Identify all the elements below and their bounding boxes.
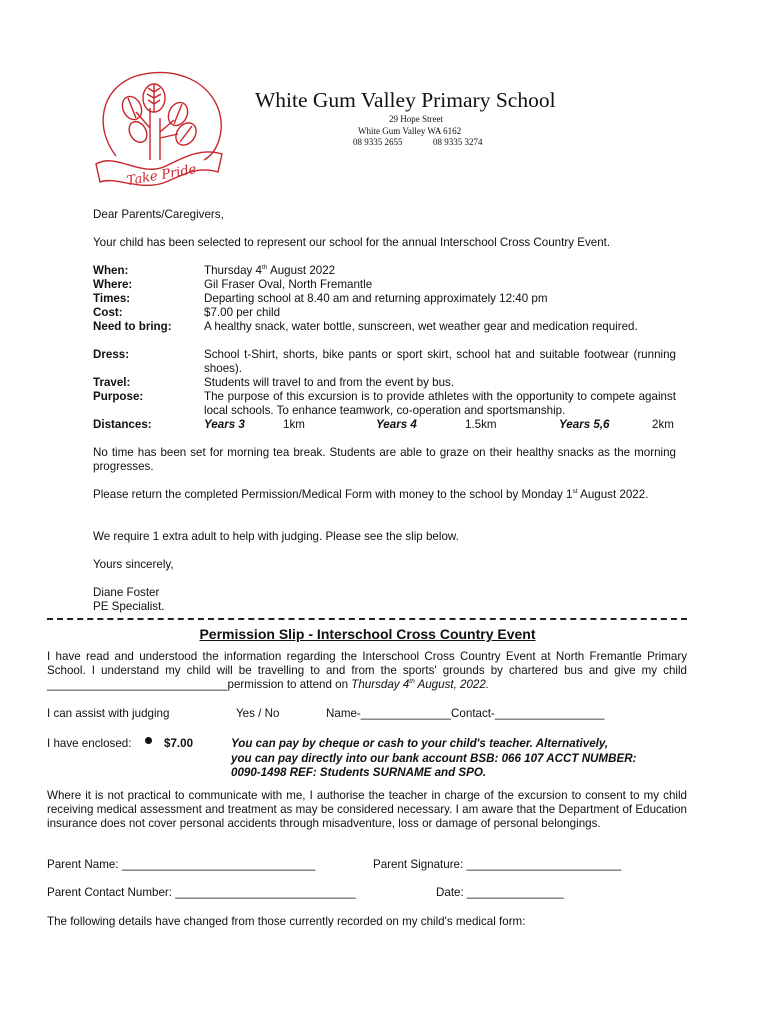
- signer-name: Diane Foster: [93, 586, 160, 599]
- school-name: White Gum Valley Primary School: [255, 88, 556, 112]
- assist-options[interactable]: Yes / No: [236, 707, 280, 720]
- bring-label: Need to bring:: [93, 320, 172, 333]
- payment-line-3: 0090-1498 REF: Students SURNAME and SPO.: [231, 766, 487, 779]
- distance-km: 1.5km: [465, 418, 497, 431]
- distance-years: Years 3: [204, 418, 245, 431]
- assist-label: I can assist with judging: [47, 707, 170, 720]
- purpose-label: Purpose:: [93, 390, 144, 403]
- times-value: Departing school at 8.40 am and returning approximately 12:40 pm: [204, 292, 548, 305]
- bullet-icon: [145, 737, 152, 744]
- distances-label: Distances:: [93, 418, 152, 431]
- times-label: Times:: [93, 292, 131, 305]
- cut-line: [47, 618, 687, 620]
- bring-value: A healthy snack, water bottle, sunscreen, wet weather gear and medication required.: [204, 320, 638, 333]
- school-logo: [86, 68, 228, 194]
- leaf-icon: [126, 118, 151, 145]
- assist-name-contact-field[interactable]: Name-______________Contact-_________________: [326, 707, 605, 720]
- dress-label: Dress:: [93, 348, 130, 361]
- medical-consent: Where it is not practical to communicate with me, I authorise the teacher in charge of the excursion to consent to my child receiving medical assessment and treatment as may be considered necessary. I am aware that the Department of Education insurance does not cover personal accidents through misadventure, loss or damage of personal belongings.: [47, 789, 687, 830]
- enclosed-label: I have enclosed:: [47, 737, 132, 750]
- dress-value: School t-Shirt, shorts, bike pants or sport skirt, school hat and suitable footwear (running shoes).: [204, 348, 676, 375]
- distance-years: Years 5,6: [559, 418, 610, 431]
- travel-label: Travel:: [93, 376, 131, 389]
- school-fax: 08 9335 3274: [433, 137, 483, 147]
- return-note: Please return the completed Permission/Medical Form with money to the school by Monday 1st August 2022.: [93, 488, 649, 501]
- when-label: When:: [93, 264, 129, 277]
- school-street: 29 Hope Street: [389, 114, 443, 124]
- slip-title: Permission Slip - Interschool Cross Country Event: [199, 626, 536, 642]
- signer-title: PE Specialist.: [93, 600, 165, 613]
- payment-line-2: you can pay directly into our bank account BSB: 066 107 ACCT NUMBER:: [231, 752, 637, 765]
- distance-km: 2km: [652, 418, 674, 431]
- extra-adult-note: We require 1 extra adult to help with judging. Please see the slip below.: [93, 530, 459, 543]
- distance-km: 1km: [283, 418, 305, 431]
- closing: Yours sincerely,: [93, 558, 174, 571]
- parent-contact-field[interactable]: Parent Contact Number: ____________________________: [47, 886, 356, 899]
- parent-signature-field[interactable]: Parent Signature: ________________________: [373, 858, 622, 871]
- cost-value: $7.00 per child: [204, 306, 281, 319]
- logo-trunk: [136, 108, 178, 160]
- slip-statement: I have read and understood the information regarding the Interschool Cross Country Event at North Fremantle Primary School. I understand my child will be travelling to and from the sports' grounds by chartered bus and give my child ____________________________permission to attend on Thursday 4th August, 2022.: [47, 650, 687, 691]
- logo-circle: [103, 73, 221, 160]
- salutation: Dear Parents/Caregivers,: [93, 208, 224, 221]
- distance-years: Years 4: [376, 418, 417, 431]
- when-value: Thursday 4th August 2022: [204, 264, 336, 277]
- medical-changes-note: The following details have changed from those currently recorded on my child's medical form:: [47, 915, 526, 928]
- cost-label: Cost:: [93, 306, 123, 319]
- school-suburb: White Gum Valley WA 6162: [358, 126, 462, 136]
- date-field[interactable]: Date: _______________: [436, 886, 564, 899]
- where-label: Where:: [93, 278, 133, 291]
- intro-text: Your child has been selected to represent our school for the annual Interschool Cross Country Event.: [93, 236, 611, 249]
- enclosed-amount: $7.00: [164, 737, 194, 750]
- travel-value: Students will travel to and from the event by bus.: [204, 376, 455, 389]
- morning-tea-note: No time has been set for morning tea break. Students are able to graze on their healthy snacks as the morning progresses.: [93, 446, 676, 473]
- where-value: Gil Fraser Oval, North Fremantle: [204, 278, 373, 291]
- school-phone: 08 9335 2655: [353, 137, 403, 147]
- logo-motto: Take Pride: [125, 162, 198, 190]
- payment-line-1: You can pay by cheque or cash to your child's teacher. Alternatively,: [231, 737, 609, 750]
- parent-name-field[interactable]: Parent Name: ______________________________: [47, 858, 316, 871]
- purpose-value: The purpose of this excursion is to provide athletes with the opportunity to compete against local schools. To enhance teamwork, co-operation and sportsmanship.: [204, 390, 676, 417]
